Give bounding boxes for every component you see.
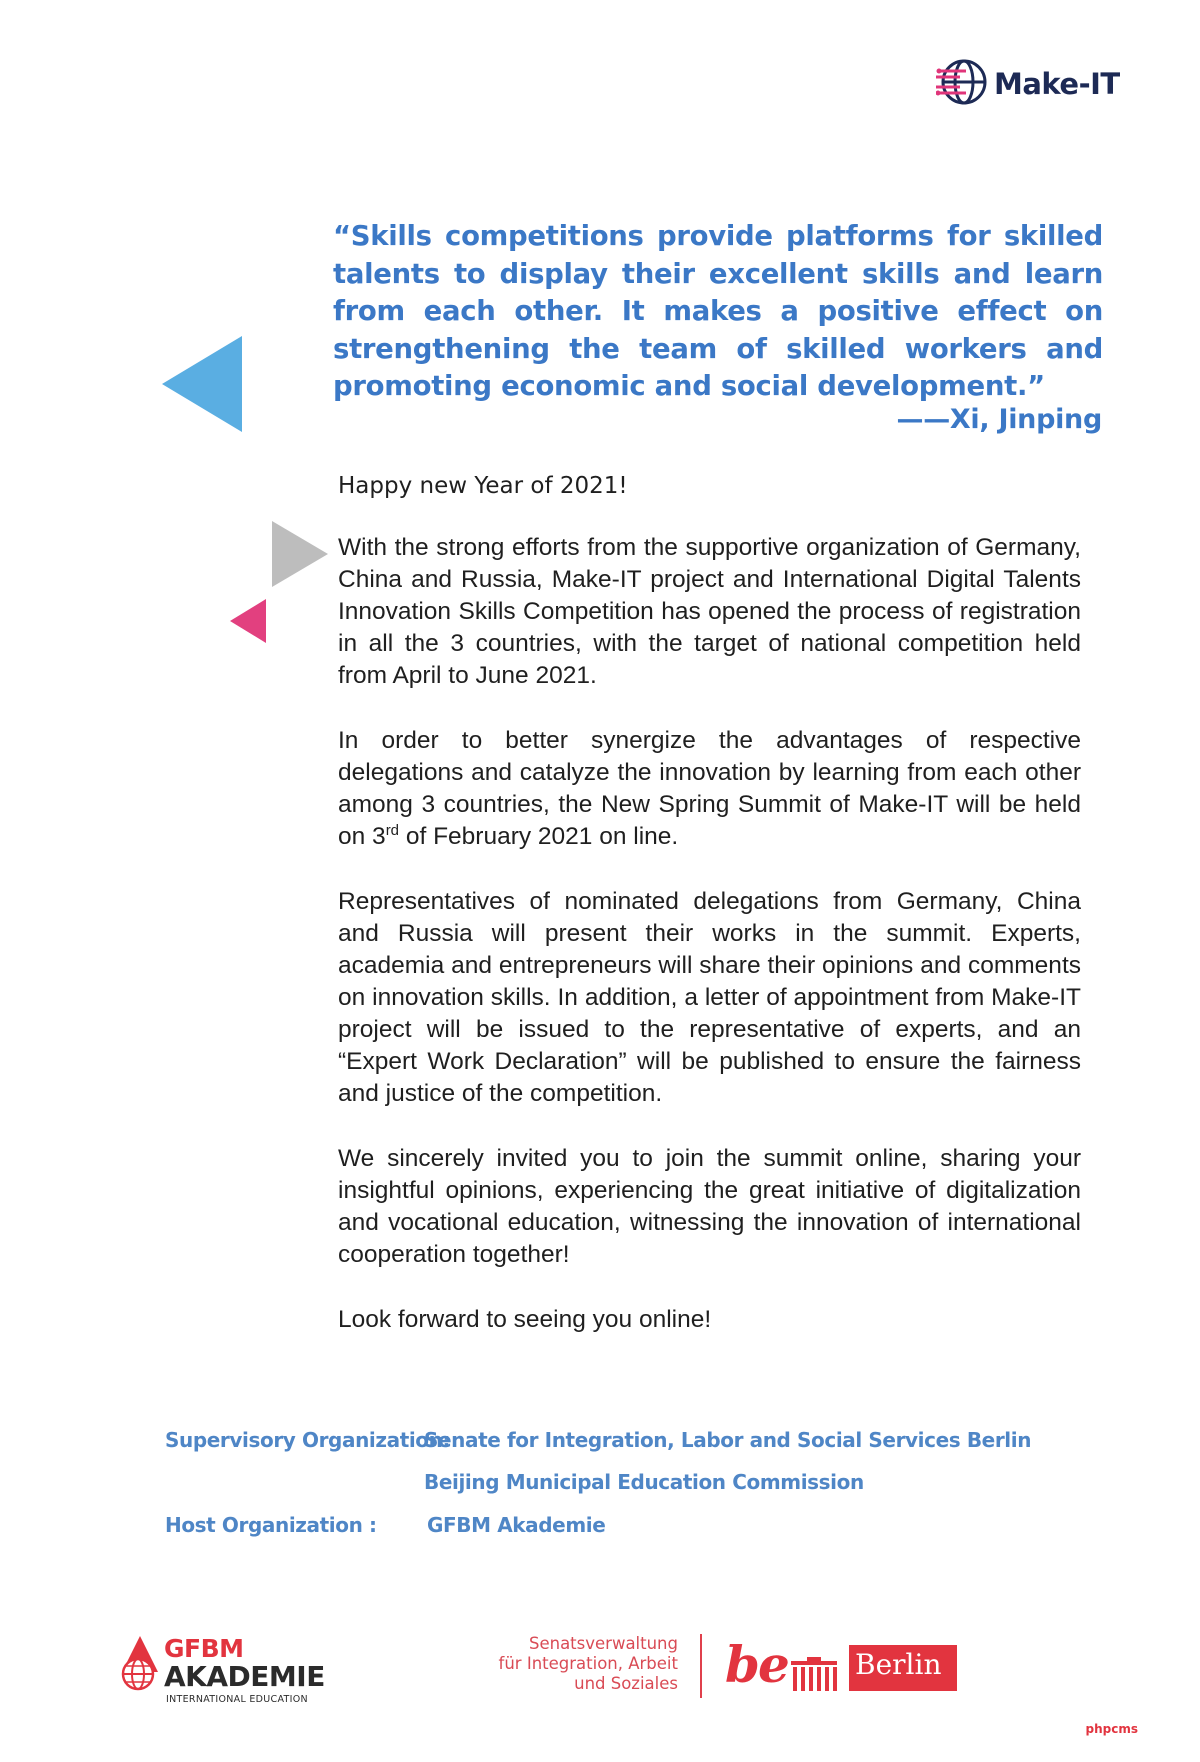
paragraph-invitation: We sincerely invited you to join the summit online, sharing your insightful opinions, experiencing the great initiative of digitalization and vocational education, witnessing the innovation of international cooperation together! [338,1145,1081,1268]
gfbm-logo-line3: INTERNATIONAL EDUCATION [166,1694,308,1705]
paragraph-summit-date: of February 2021 on line. [399,823,679,850]
gfbm-logo-line2: AKADEMIE [164,1660,325,1693]
supervisory-org-beijing: Beijing Municipal Education Commission [424,1470,864,1494]
gfbm-akademie-logo [116,1630,336,1705]
be-berlin-logo-be: be [725,1635,788,1694]
host-label: Host Organization : [165,1513,377,1537]
paragraph-registration: With the strong efforts from the supportive organization of Germany, China and Russia, Make-IT project and International Digital Talents Innovation Skills Competition has opened the process of registration in all the 3 countries, with the target of national competition held from April to June 2021. [338,534,1081,689]
paragraph-summit-text: In order to better synergize the advantages of respective delegations and catalyze the innovation by learning from each other among 3 countries, the New Spring Summit of Make-IT will be held on 3 [338,727,1081,850]
senats-line3: und Soziales [574,1674,678,1693]
paragraph-summit [338,725,1081,853]
senatsverwaltung-logo-text [498,1634,678,1694]
gfbm-globe-icon [116,1634,164,1694]
be-berlin-logo-word: Berlin [855,1648,942,1681]
brandenburg-gate-icon [791,1657,837,1691]
blue-triangle-decoration [162,336,242,432]
globe-circuit-icon [936,56,988,113]
logo-divider [700,1634,702,1698]
supervisory-org-berlin: Senate for Integration, Labor and Social Services Berlin [424,1428,1032,1452]
greeting: Happy new Year of 2021! [338,473,628,499]
host-org: GFBM Akademie [427,1513,606,1537]
closing-line: Look forward to seeing you online! [338,1306,712,1333]
pink-triangle-decoration [230,599,266,643]
watermark: phpcms [1085,1722,1138,1736]
senats-line2: für Integration, Arbeit [498,1654,678,1673]
supervisory-label: Supervisory Organization: [165,1428,451,1452]
be-berlin-logo [725,1635,957,1694]
make-it-logo-text: Make-IT [994,67,1120,101]
paragraph-representatives: Representatives of nominated delegations from Germany, China and Russia will present their works in the summit. Experts, academia and entrepreneurs will share their opinions and comments on innovation skills. In addition, a letter of appointment from Make-IT project will be issued to the representative of experts, and an “Expert Work Declaration” will be published to ensure the fairness and justice of the competition. [338,888,1081,1107]
quote-text: “Skills competitions provide platforms for skilled talents to display their excellent skills and learn from each other. It makes a positive effect on strengthening the team of skilled workers and promoting economic and social development.” [333,220,1103,402]
make-it-logo [936,56,1136,112]
ordinal-suffix: rd [385,821,400,839]
letter-body [338,470,1081,1369]
gfbm-logo-line1: GFBM [164,1634,244,1663]
senats-line1: Senatsverwaltung [528,1634,678,1653]
gray-triangle-decoration [272,521,328,587]
quote-author: ——Xi, Jinping [896,404,1102,435]
